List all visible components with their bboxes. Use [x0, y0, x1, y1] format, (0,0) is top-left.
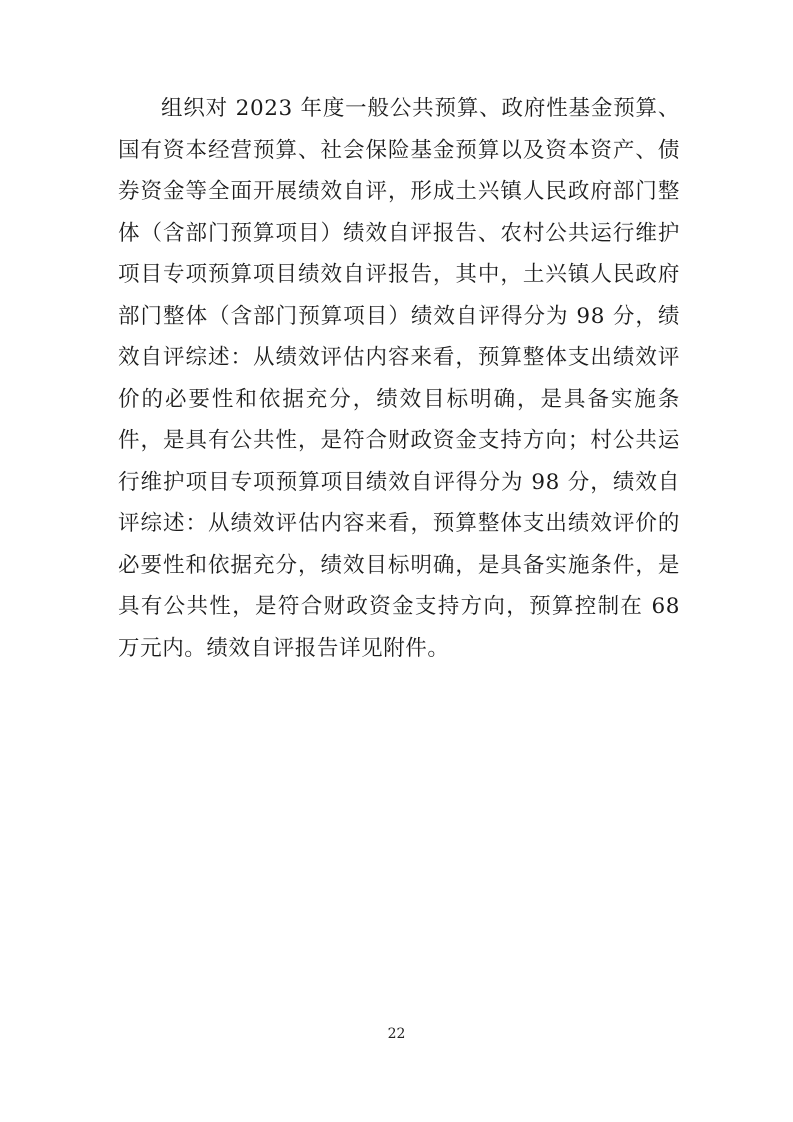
paragraph-performance-self-evaluation: 组织对 2023 年度一般公共预算、政府性基金预算、国有资本经营预算、社会保险基金预算以及资本资产、债券资金等全面开展绩效自评，形成土兴镇人民政府部门整体（含部门预算项目）绩效自评报告、农村公共运行维护项目专项预算项目绩效自评报告，其中，土兴镇人民政府部门整体（含部门预算项目）绩效自评得分为 98 分，绩效自评综述：从绩效评估内容来看，预算整体支出绩效评价的必要性和依据充分，绩效目标明确，是具备实施条件，是具有公共性，是符合财政资金支持方向；村公共运行维护项目专项预算项目绩效自评得分为 98 分，绩效自评综述：从绩效评估内容来看，预算整体支出绩效评价的必要性和依据充分，绩效目标明确，是具备实施条件，是具有公共性，是符合财政资金支持方向，预算控制在 68 万元内。绩效自评报告详见附件。 — [118, 96, 680, 661]
document-body — [118, 88, 680, 669]
page-number: 22 — [387, 1026, 406, 1042]
